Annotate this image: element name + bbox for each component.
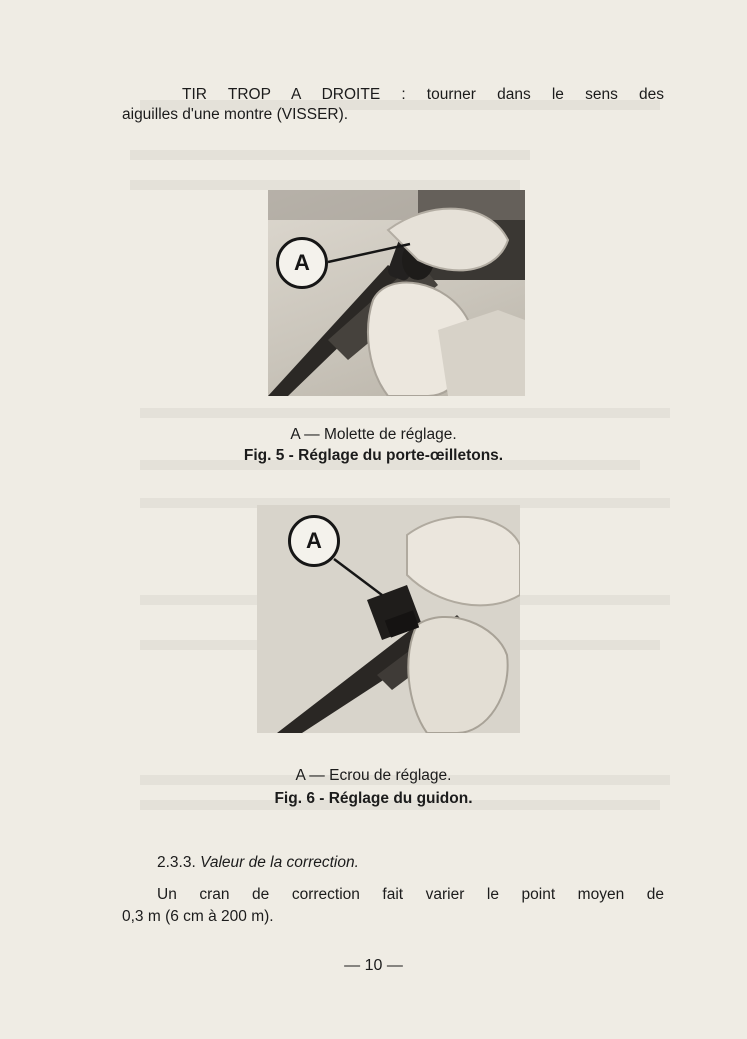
section-number: 2.3.3. (157, 854, 196, 871)
body-line-1: Un cran de correction fait varier le point moyen de (157, 886, 664, 903)
page-number: — 10 — (344, 957, 403, 974)
figure-6-callout-leader (330, 555, 390, 605)
section-title: Valeur de la correction. (200, 854, 359, 871)
section-heading (157, 852, 359, 874)
figure-5-label: A — Molette de réglage. (290, 426, 457, 443)
intro-line-1 (122, 84, 664, 106)
figure-6-title: Fig. 6 - Réglage du guidon. (274, 790, 473, 807)
figure-6-callout-a: A (288, 515, 340, 567)
figure-5-callout-leader (320, 240, 420, 270)
figure-5-illustration (268, 190, 525, 396)
intro-line-2: aiguilles d'une montre (VISSER). (122, 106, 349, 123)
intro-text-1: TIR TROP A DROITE : tourner dans le sens des (182, 86, 664, 103)
body-line-2: 0,3 m (6 cm à 200 m). (122, 908, 274, 925)
figure-5-callout-a: A (276, 237, 328, 289)
figure-6-label: A — Ecrou de réglage. (295, 767, 452, 784)
figure-5-title: Fig. 5 - Réglage du porte-œilletons. (243, 447, 504, 464)
figure-5-photo (268, 190, 525, 396)
